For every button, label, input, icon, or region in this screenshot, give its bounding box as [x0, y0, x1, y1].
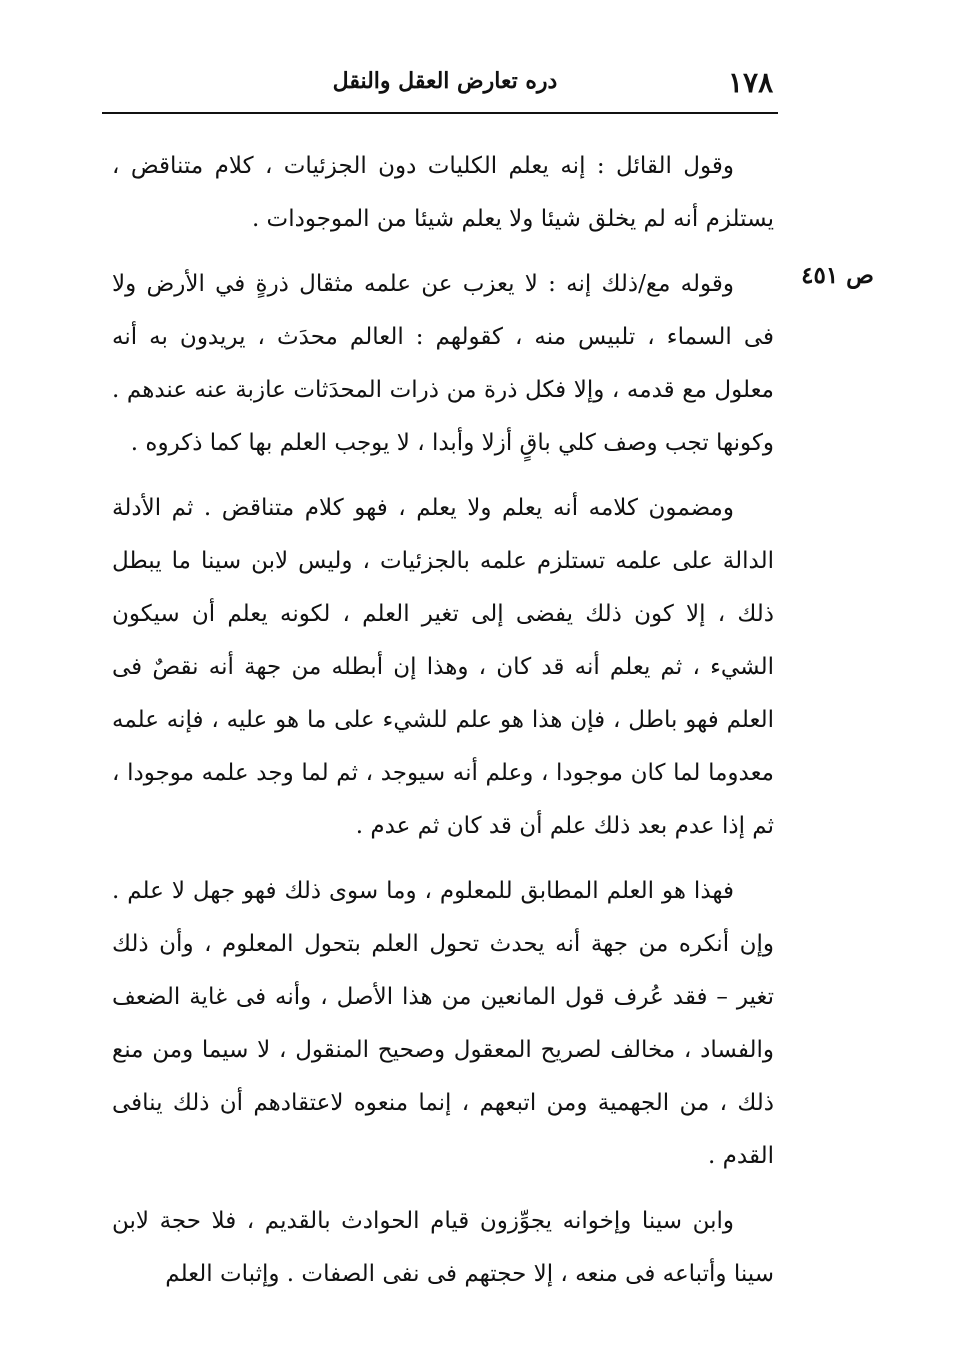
- paragraph-2: وقوله مع/ذلك إنه : لا يعزب عن علمه مثقال ذرةٍ في الأرض ولا فى السماء ، تلبيس منه ، كقولهم : العالم محدَث ، يريدون به أنه معلول مع قدمه ، وإلا فكل ذرة من ذرات المحدَثات عازبة عنه عندهم . وكونها تجب وصف كلي باقٍ أزلا وأبدا ، لا يوجب العلم بها كما ذكروه .: [112, 271, 774, 456]
- margin-page-reference: ص ٤٥١: [801, 262, 874, 289]
- page-number: ١٧٨: [728, 66, 774, 99]
- running-title: دره تعارض العقل والنقل: [332, 68, 558, 94]
- header-rule: [102, 112, 778, 114]
- paragraph-1: وقول القائل : إنه يعلم الكليات دون الجزئيات ، كلام متناقض ، يستلزم أنه لم يخلق شيئا ولا يعلم شيئا من الموجودات .: [112, 153, 774, 232]
- paragraph-4: فهذا هو العلم المطابق للمعلوم ، وما سوى ذلك فهو جهل لا علم . وإن أنكره من جهة أنه يحدث تحول العلم بتحول المعلوم ، وأن ذلك تغير – فقد عُرف قول المانعين من هذا الأصل ، وأنه فى غاية الضعف والفساد ، مخالف لصريح المعقول وصحيح المنقول ، لا سيما ومن منع ذلك ، من الجهمية ومن اتبعهم ، إنما منعوه لاعتقادهم أن ذلك ينافى القدم .: [112, 878, 774, 1169]
- paragraph-5: وابن سينا وإخوانه يجوِّزون قيام الحوادث بالقديم ، فلا حجة لابن سينا وأتباعه فى منعه ، إلا حجتهم فى نفى الصفات . وإثبات العلم: [112, 1208, 774, 1287]
- paragraph-3: ومضمون كلامه أنه يعلم ولا يعلم ، فهو كلام متناقض . ثم الأدلة الدالة على علمه تستلزم علمه بالجزئيات ، وليس لابن سينا ما يبطل ذلك ، إلا كون ذلك يفضى إلى تغير العلم ، لكونه يعلم أن سيكون الشيء ، ثم يعلم أنه قد كان ، وهذا إن أبطله من جهة أنه نقصٌ فى العلم فهو باطل ، فإن هذا هو علم للشيء على ما هو عليه ، فإنه علمه معدوما لما كان موجودا ، وعلم أنه سيوجد ، ثم لما وجد علمه موجودا ، ثم إذا عدم بعد ذلك علم أن قد كان ثم عدم .: [112, 495, 775, 839]
- body-text: [112, 140, 774, 1313]
